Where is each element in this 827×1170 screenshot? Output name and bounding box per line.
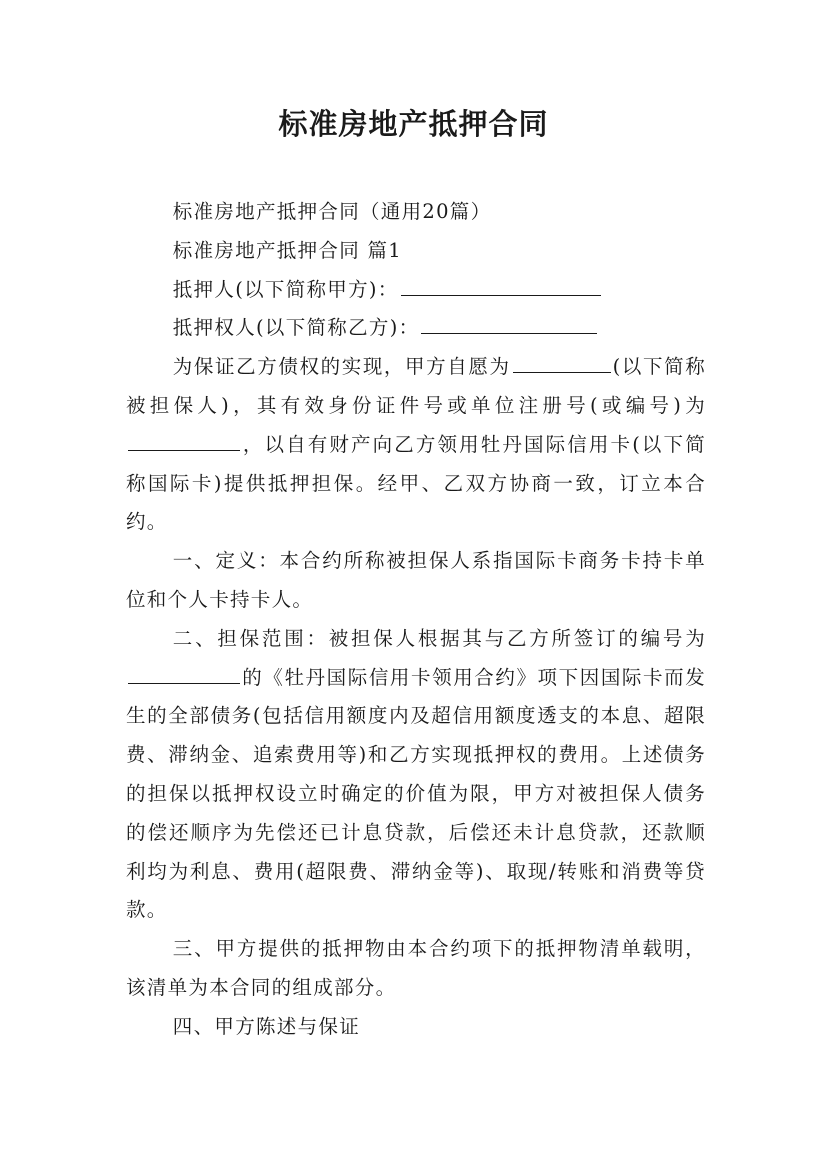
guaranteed-party-blank-line <box>513 352 611 373</box>
document-body <box>126 193 706 1047</box>
mortgagor-label: 抵押人(以下简称甲方)： <box>172 277 399 301</box>
document-title: 标准房地产抵押合同 <box>278 107 549 141</box>
clause-2-text-b: 的《牡丹国际信用卡领用合约》项下因国际卡而发生的全部债务(包括信用额度内及超信用额度透支的本息、超限费、滞纳金、追索费用等)和乙方实现抵押权的费用。上述债务的担保以抵押权设立时确定的价值为限，甲方对被担保人债务的偿还顺序为先偿还已计息贷款，后偿还未计息贷款，还款顺利均为利息、费用(超限费、滞纳金等)、取现/转账和消费等贷款。 <box>126 665 706 922</box>
paragraph-clause-1: 一、定义：本合约所称被担保人系指国际卡商务卡持卡单位和个人卡持卡人。 <box>126 549 706 611</box>
paragraph-mortgagee <box>126 309 706 348</box>
mortgagee-label: 抵押权人(以下简称乙方)： <box>172 316 420 340</box>
paragraph-clause-4-heading: 四、甲方陈述与保证 <box>172 1014 360 1038</box>
clause-2-text-a: 二、担保范围：被担保人根据其与乙方所签订的编号为 <box>172 626 706 650</box>
paragraph-clause-2 <box>126 620 706 930</box>
contract-number-blank-line <box>128 662 240 683</box>
paragraph-subtitle: 标准房地产抵押合同（通用20篇） <box>172 200 492 223</box>
paragraph-section-heading: 标准房地产抵押合同 篇1 <box>172 238 403 262</box>
preamble-text-c: ，以自有财产向乙方领用牡丹国际信用卡(以下简称国际卡)提供抵押担保。经甲、乙双方协商一致，订立本合约。 <box>126 432 706 534</box>
mortgagee-blank-line <box>421 313 597 334</box>
paragraph-clause-3: 三、甲方提供的抵押物由本合约项下的抵押物清单载明，该清单为本合同的组成部分。 <box>126 937 706 999</box>
paragraph-mortgagor <box>126 271 706 310</box>
id-number-blank-line <box>128 429 240 450</box>
paragraph-preamble <box>126 348 706 542</box>
preamble-text-a: 为保证乙方债权的实现，甲方自愿为 <box>172 355 511 379</box>
mortgagor-blank-line <box>401 274 601 295</box>
preamble-text-b: (以下简称被担保人)，其有效身份证件号或单位注册号(或编号)为 <box>126 355 706 417</box>
